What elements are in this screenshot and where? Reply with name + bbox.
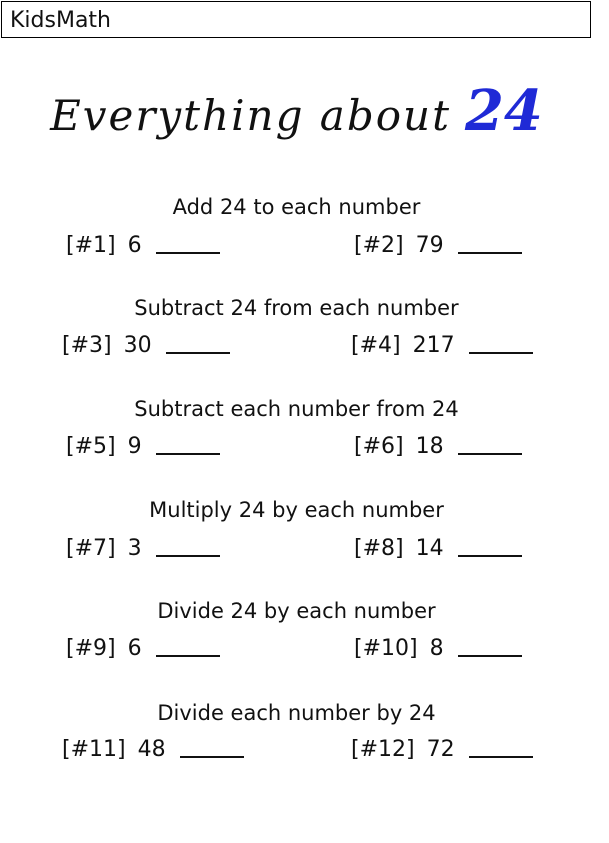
answer-blank[interactable] bbox=[458, 431, 522, 455]
problem-number: [#1] bbox=[66, 233, 116, 258]
answer-blank[interactable] bbox=[469, 330, 533, 354]
answer-blank[interactable] bbox=[469, 734, 533, 758]
answer-blank[interactable] bbox=[180, 734, 244, 758]
problem-number: [#8] bbox=[354, 536, 404, 561]
problem-number: [#6] bbox=[354, 434, 404, 459]
section-heading-add: Add 24 to each number bbox=[172, 195, 421, 219]
problem-4 bbox=[351, 330, 533, 358]
problem-value: 3 bbox=[127, 536, 142, 561]
problem-value: 79 bbox=[415, 233, 444, 258]
title-text: Everything about bbox=[50, 91, 451, 140]
problem-number: [#5] bbox=[66, 434, 116, 459]
answer-blank[interactable] bbox=[156, 633, 220, 657]
section-heading-subtract-each: Subtract each number from 24 bbox=[134, 397, 459, 421]
problem-number: [#4] bbox=[351, 333, 401, 358]
problem-7 bbox=[66, 533, 220, 561]
problem-value: 18 bbox=[415, 434, 444, 459]
problem-value: 6 bbox=[127, 636, 142, 661]
problem-5 bbox=[66, 431, 220, 459]
section-heading-divide-each: Divide each number by 24 bbox=[157, 701, 436, 725]
answer-blank[interactable] bbox=[458, 230, 522, 254]
page-title bbox=[0, 78, 593, 144]
title-number: 24 bbox=[464, 78, 543, 144]
problem-number: [#11] bbox=[62, 737, 126, 762]
section-heading-subtract-from: Subtract 24 from each number bbox=[134, 296, 459, 320]
problem-3 bbox=[62, 330, 230, 358]
section-heading-multiply: Multiply 24 by each number bbox=[149, 498, 444, 522]
problem-value: 217 bbox=[412, 333, 455, 358]
answer-blank[interactable] bbox=[458, 633, 522, 657]
problem-9 bbox=[66, 633, 220, 661]
answer-blank[interactable] bbox=[156, 230, 220, 254]
answer-blank[interactable] bbox=[156, 533, 220, 557]
problem-number: [#12] bbox=[351, 737, 415, 762]
problem-1 bbox=[66, 230, 220, 258]
problem-value: 9 bbox=[127, 434, 142, 459]
problem-number: [#9] bbox=[66, 636, 116, 661]
problem-8 bbox=[354, 533, 522, 561]
problem-value: 48 bbox=[137, 737, 166, 762]
answer-blank[interactable] bbox=[166, 330, 230, 354]
brand-header bbox=[1, 1, 591, 38]
problem-value: 14 bbox=[415, 536, 444, 561]
problem-number: [#3] bbox=[62, 333, 112, 358]
problem-value: 30 bbox=[123, 333, 152, 358]
problem-6 bbox=[354, 431, 522, 459]
problem-value: 8 bbox=[429, 636, 444, 661]
answer-blank[interactable] bbox=[156, 431, 220, 455]
problem-number: [#10] bbox=[354, 636, 418, 661]
problem-10 bbox=[354, 633, 522, 661]
problem-12 bbox=[351, 734, 533, 762]
problem-value: 6 bbox=[127, 233, 142, 258]
brand-name: KidsMath bbox=[10, 8, 111, 33]
problem-value: 72 bbox=[426, 737, 455, 762]
section-heading-divide-24: Divide 24 by each number bbox=[157, 599, 436, 623]
problem-11 bbox=[62, 734, 244, 762]
problem-number: [#2] bbox=[354, 233, 404, 258]
problem-number: [#7] bbox=[66, 536, 116, 561]
problem-2 bbox=[354, 230, 522, 258]
answer-blank[interactable] bbox=[458, 533, 522, 557]
